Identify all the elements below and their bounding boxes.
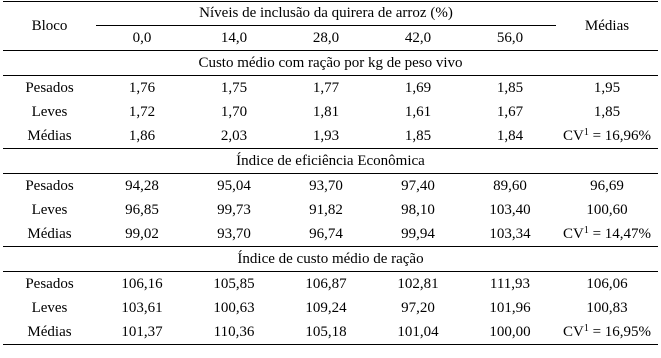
table-cell: 1,85 — [496, 80, 524, 96]
mean-cell: 1,85 — [593, 104, 621, 120]
table-cell: 1,84 — [496, 128, 524, 144]
table-cell: 101,37 — [96, 320, 188, 345]
row-label: Pesados — [25, 80, 74, 96]
cv-footnote-mark: 1 — [583, 323, 589, 334]
table-cell: 94,28 — [125, 178, 159, 194]
table-cell: 101,96 — [489, 300, 531, 316]
table-cell: 111,93 — [489, 276, 531, 292]
section-title-row — [3, 247, 658, 272]
table-cell: 91,82 — [309, 202, 343, 218]
table-cell: 105,18 — [280, 320, 372, 345]
table-cell: 99,73 — [217, 202, 251, 218]
table-cell: 103,40 — [489, 202, 531, 218]
table-row — [3, 174, 658, 199]
cv-value: = 16,95% — [588, 324, 652, 340]
table-row — [3, 198, 658, 222]
cv-label: CV — [562, 324, 584, 340]
cv-footnote-mark: 1 — [583, 127, 589, 138]
table-cell: 89,60 — [493, 178, 527, 194]
table-cell: 100,63 — [213, 300, 255, 316]
table-cell: 96,74 — [309, 226, 343, 242]
table-cell: 97,40 — [401, 178, 435, 194]
cv-cell — [556, 320, 658, 345]
table-cell: 99,02 — [125, 226, 159, 242]
table-row — [3, 320, 658, 345]
table-cell: 2,03 — [220, 128, 248, 144]
cv-value: = 16,96% — [588, 128, 652, 144]
table-cell: 1,77 — [312, 80, 340, 96]
table-row — [3, 296, 658, 320]
mean-cell: 100,60 — [586, 202, 628, 218]
row-label: Pesados — [25, 178, 74, 194]
table-cell: 99,94 — [401, 226, 435, 242]
col-header-bloco: Bloco — [3, 2, 96, 51]
col-header-medias: Médias — [556, 2, 658, 51]
table-cell: 1,61 — [404, 104, 432, 120]
row-label: Leves — [31, 104, 68, 120]
cv-label: CV — [562, 128, 584, 144]
table-cell: 1,70 — [220, 104, 248, 120]
level-header: 14,0 — [188, 26, 280, 51]
row-label: Médias — [27, 128, 72, 144]
cv-footnote-mark: 1 — [583, 225, 589, 236]
table-body — [3, 51, 658, 345]
level-header: 0,0 — [96, 26, 188, 51]
table-cell: 98,10 — [401, 202, 435, 218]
levels-title-text: Níveis de inclusão da quirera de arroz (%) — [199, 5, 453, 21]
table-row — [3, 124, 658, 149]
table-row — [3, 100, 658, 124]
table-cell: 1,69 — [404, 80, 432, 96]
table-cell: 1,72 — [128, 104, 156, 120]
level-header: 56,0 — [464, 26, 556, 51]
mean-cell: 96,69 — [590, 178, 624, 194]
table-cell: 1,86 — [128, 128, 156, 144]
cv-cell — [556, 124, 658, 149]
cv-value: = 14,47% — [588, 226, 652, 242]
table-cell: 1,76 — [128, 80, 156, 96]
table-row — [3, 76, 658, 101]
table-cell: 96,85 — [125, 202, 159, 218]
table-cell: 106,16 — [121, 276, 163, 292]
table-cell: 101,04 — [372, 320, 464, 345]
level-header: 28,0 — [280, 26, 372, 51]
table-cell: 95,04 — [217, 178, 251, 194]
mean-cell: 1,95 — [593, 80, 621, 96]
table-cell: 103,34 — [489, 226, 531, 242]
section-title: Índice de custo médio de ração — [3, 247, 658, 272]
table-cell: 1,85 — [404, 128, 432, 144]
cv-cell — [556, 222, 658, 247]
table-cell: 1,93 — [312, 128, 340, 144]
table-cell: 93,70 — [217, 226, 251, 242]
row-label: Leves — [31, 202, 68, 218]
level-header: 42,0 — [372, 26, 464, 51]
table-cell: 97,20 — [401, 300, 435, 316]
row-label: Médias — [3, 320, 96, 345]
table-cell: 1,75 — [220, 80, 248, 96]
table-cell: 93,70 — [309, 178, 343, 194]
table-cell: 109,24 — [305, 300, 347, 316]
table-cell: 1,81 — [312, 104, 340, 120]
row-label: Pesados — [25, 276, 74, 292]
col-header-levels-title — [96, 2, 556, 26]
table-cell: 110,36 — [188, 320, 280, 345]
mean-cell: 106,06 — [586, 276, 628, 292]
table-row — [3, 272, 658, 297]
table-cell: 1,67 — [496, 104, 524, 120]
table-cell: 102,81 — [397, 276, 439, 292]
section-title: Custo médio com ração por kg de peso vivo — [3, 51, 658, 76]
table-header — [3, 2, 658, 51]
section-title-row — [3, 51, 658, 76]
table-cell: 100,00 — [464, 320, 556, 345]
table-row — [3, 222, 658, 247]
table-cell: 106,87 — [305, 276, 347, 292]
section-title-row — [3, 149, 658, 174]
section-title: Índice de eficiência Econômica — [3, 149, 658, 174]
cv-label: CV — [562, 226, 584, 242]
table-cell: 105,85 — [213, 276, 255, 292]
table-cell: 103,61 — [121, 300, 163, 316]
results-table — [3, 1, 658, 345]
mean-cell: 100,83 — [586, 300, 628, 316]
row-label: Leves — [31, 300, 68, 316]
row-label: Médias — [27, 226, 72, 242]
